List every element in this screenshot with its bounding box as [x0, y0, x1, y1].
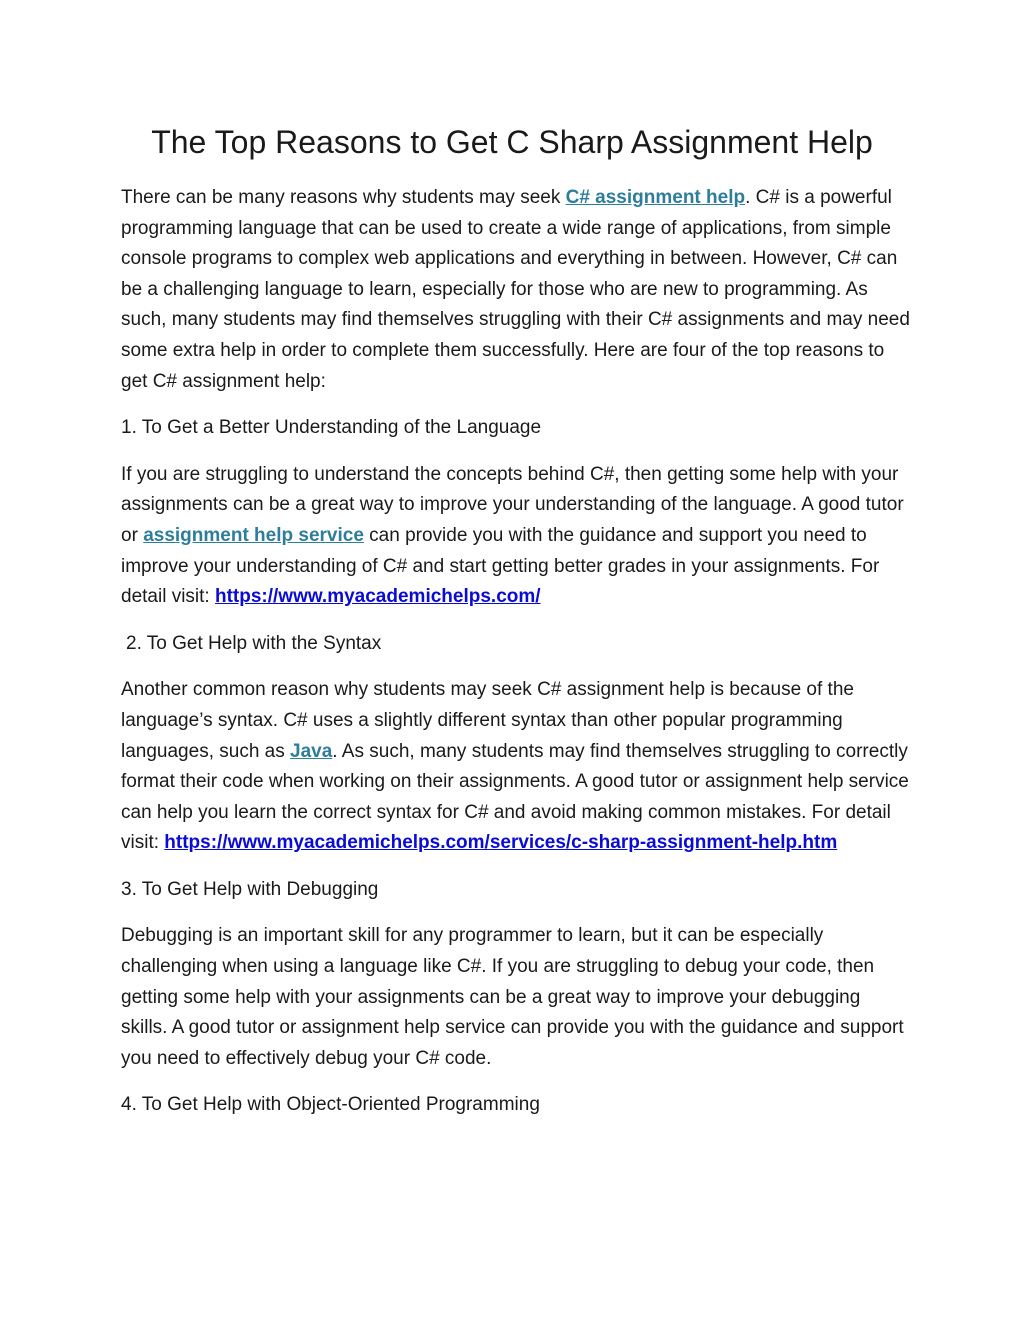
section2-paragraph — [121, 675, 911, 859]
section1-paragraph — [121, 460, 911, 613]
document-title: The Top Reasons to Get C Sharp Assignment Help — [151, 124, 873, 160]
intro-text-after: . C# is a powerful programming language that can be used to create a wide range of applications, from simple console programs to complex web applications and everything in between. However, C# can be a challenging language to learn, especially for those who are new to programming. As such, many students may find themselves struggling with their C# assignments and may need some extra help in order to complete them successfully. Here are four of the top reasons to get C# assignment help: — [121, 187, 910, 392]
java-link[interactable]: Java — [290, 740, 333, 762]
myacademichelps-home-link[interactable]: https://www.myacademichelps.com/ — [214, 586, 541, 608]
csharp-service-page-link[interactable]: https://www.myacademichelps.com/services/c-sharp-assignment-help.htm — [164, 832, 838, 854]
assignment-help-service-link[interactable]: assignment help service — [143, 524, 364, 546]
section3-heading: 3. To Get Help with Debugging — [121, 878, 379, 900]
section2-text-before: Another common reason why students may seek C# assignment help is because of the language’s syntax. C# uses a slightly different syntax than other popular programming languages, such as — [121, 679, 854, 762]
section4-heading: 4. To Get Help with Object-Oriented Programming — [121, 1094, 540, 1116]
csharp-assignment-help-link[interactable]: C# assignment help — [565, 187, 746, 208]
section1-text-before: If you are struggling to understand the concepts behind C#, then getting some help with your assignments can be a great way to improve your understanding of the language. A good tutor or — [121, 463, 904, 546]
document-body — [121, 183, 911, 1137]
section2-heading: 2. To Get Help with the Syntax — [126, 632, 382, 654]
section1-text-after: can provide you with the guidance and support you need to improve your understanding of C# and start getting better grades in your assignments. For detail visit: — [121, 524, 880, 608]
section2-text-after: . As such, many students may find themselves struggling to correctly format their code when working on their assignments. A good tutor or assignment help service can help you learn the correct syntax for C# and avoid making common mistakes. For detail visit: — [121, 740, 909, 854]
intro-paragraph — [121, 183, 911, 397]
section3-paragraph: Debugging is an important skill for any programmer to learn, but it can be especially challenging when using a language like C#. If you are struggling to debug your code, then getting some help with your assignments can be a great way to improve your debugging skills. A good tutor or assignment help service can provide you with the guidance and support you need to effectively debug your C# code. — [121, 925, 904, 1069]
intro-text-before: There can be many reasons why students may seek — [121, 187, 566, 208]
section1-heading: 1. To Get a Better Understanding of the Language — [121, 417, 542, 439]
